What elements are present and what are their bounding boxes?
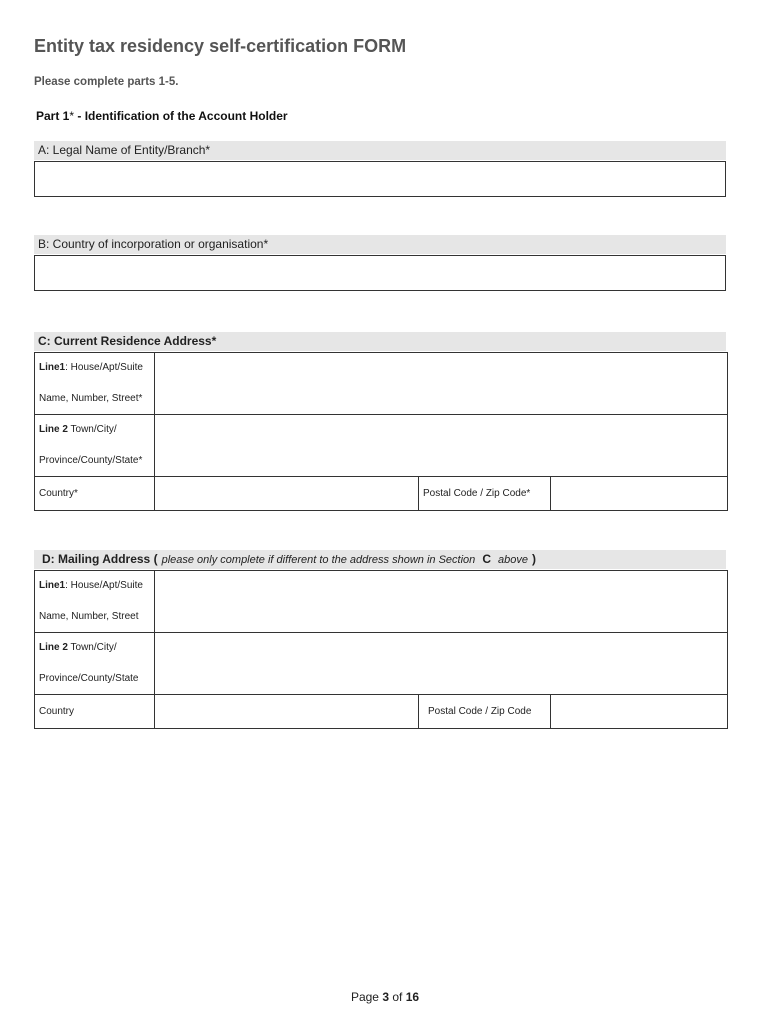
- mailing-line1-field[interactable]: [155, 571, 728, 633]
- mailing-line2-text: Town/City/: [67, 642, 117, 653]
- part1-title: - Identification of the Account Holder: [77, 109, 288, 123]
- country-of-incorporation-field[interactable]: [34, 255, 726, 291]
- residence-line1-cont: Name, Number, Street*: [39, 393, 143, 404]
- residence-address-table: [34, 352, 728, 511]
- residence-line1-bold: Line1: [39, 362, 66, 373]
- residence-postal-label: Postal Code / Zip Code*: [419, 477, 551, 511]
- residence-country-field[interactable]: [155, 477, 419, 511]
- legal-name-field[interactable]: [34, 161, 726, 197]
- residence-line2-text: Town/City/: [67, 424, 117, 435]
- mailing-line2-label: [35, 633, 155, 695]
- residence-postal-field[interactable]: [551, 477, 728, 511]
- section-a-header: [34, 141, 726, 160]
- residence-line1-field[interactable]: [155, 353, 728, 415]
- residence-line2-label: [35, 415, 155, 477]
- mailing-line1-text: : House/Apt/Suite: [65, 580, 143, 591]
- section-b-header: [34, 235, 726, 254]
- mailing-postal-label: Postal Code / Zip Code: [419, 695, 551, 729]
- mailing-line2-bold: Line 2: [39, 642, 68, 653]
- mailing-line2-cont: Province/County/State: [39, 673, 139, 684]
- mailing-country-label: Country: [35, 695, 155, 729]
- mailing-line2-field[interactable]: [155, 633, 728, 695]
- residence-line2-field[interactable]: [155, 415, 728, 477]
- section-d-label: D: Mailing Address ( please only complete if different to the address shown in Section C above ): [42, 552, 537, 566]
- mailing-address-table: [34, 570, 728, 729]
- section-c-header: [34, 332, 726, 351]
- section-a-label: A: Legal Name of Entity/Branch*: [38, 143, 211, 157]
- residence-line2-bold: Line 2: [39, 424, 68, 435]
- part1-star: *: [69, 109, 78, 123]
- footer-prefix: Page: [350, 990, 383, 1004]
- mailing-line1-label: [35, 571, 155, 633]
- page-title: Entity tax residency self-certification FORM: [34, 36, 407, 56]
- page-footer: [0, 990, 770, 1004]
- mailing-postal-field[interactable]: [551, 695, 728, 729]
- mailing-country-field[interactable]: [155, 695, 419, 729]
- section-c-label: C: Current Residence Address*: [38, 334, 217, 348]
- section-d-header: [34, 550, 726, 569]
- mailing-line1-cont: Name, Number, Street: [39, 611, 139, 622]
- section-b-label: B: Country of incorporation or organisation*: [38, 237, 269, 251]
- residence-line2-cont: Province/County/State*: [39, 455, 143, 466]
- residence-line1-text: : House/Apt/Suite: [65, 362, 143, 373]
- page-number: 3: [382, 990, 389, 1004]
- part1-label: Part 1: [36, 109, 70, 123]
- mailing-line1-bold: Line1: [39, 580, 66, 591]
- footer-of: of: [389, 990, 406, 1004]
- residence-line1-label: [35, 353, 155, 415]
- part1-heading: [36, 109, 288, 123]
- page-total: 16: [405, 990, 420, 1004]
- residence-country-label: Country*: [35, 477, 155, 511]
- instructions: Please complete parts 1-5.: [34, 76, 179, 88]
